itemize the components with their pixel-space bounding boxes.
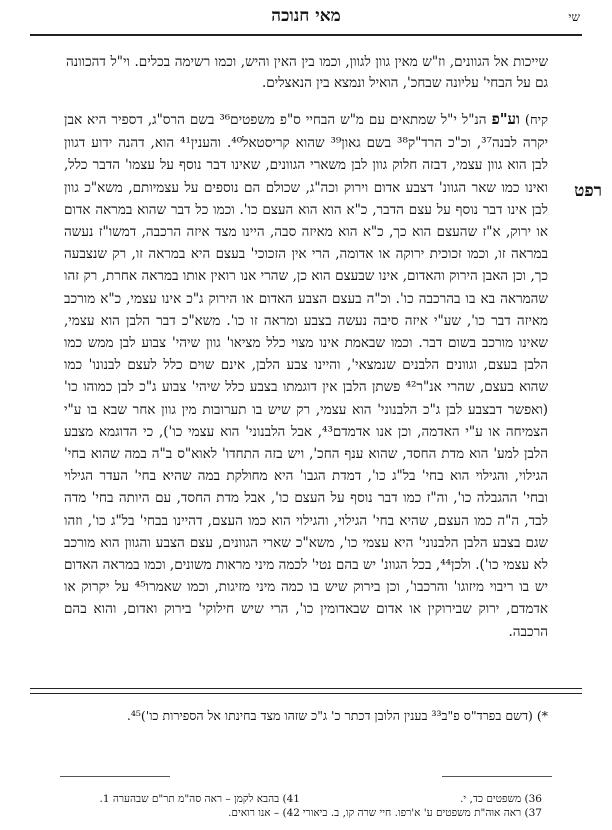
section-text: הנ"ל י"ל שמתאים עם מ"ש הבחיי ס"פ משפטים³⁶ בשם הרס"ג, דספיר היא אבן יקרה לבנה³⁷, וכ"כ הרד"ק³⁸ בשם גאון³⁹ שהוא קריסטאל⁴⁰. והענין⁴¹ הוא, דהנה ידוע דגוון לבן הוא גוון עצמי, דבזה חלוק גוון לבן משארי הגוונים, שאינו דבר נוסף על עצמו' הדבר כלל, ואינו כמו שאר הגוונ' דצבע אדום וירוק וכה"ג, שכולם הם נוספים על עצמיותם, משא"כ גוון לבן אינו דבר נוסף על עצם הדבר, כ"א הוא הוא העצם כו'. וכמו כל דבר שהוא במראה אדום או ירוק, א"ז שהעצם הוא כך, כ"א הוא מאיזה סבה, היינו מצד איזה הרכבה, דמשו"ז נעשה במראה זו, וכמו זכוכית ירוקה או אדומה, הרי אין הזכוכי' בעצם היא במראה זו, רק שנצבעה כך, וכן האבן הירוק והאדום, אינו שבעצם הוא כן, שהרי אנו רואין אותו במראה אחרת, רק זהו שהמראה בא בו בהרכבה כו'. וכ"ה בעצם הצבע האדום או הירוק ג"כ אינו עצמי, כ"א מורכב מאיזה דבר כו', שע"י איזה סיבה נעשה בצבע ומראה זו כו'. משא"כ דבר הלבן הוא עצמי, שאינו מורכב בשום דבר. וכמו שבאמת אינו מצוי כלל מציאו' גוון שיהי' צבוע לבן ממש כמו הלבן בעצם, וגוונים הלבנים שנמצאי', והיינו צבע הלבן, אינם שוים כלל לעצם לבנונו' כמו שהוא בעצם, שהרי אנ"ר⁴² פשתן הלבן אין דוגמתו בצבע כלל שיהי' צבוע ג"כ לבן כמוהו כו' (ואפשר דבצבע לבן ג"כ הלבנוני' הוא עצמי, רק שיש בו תערובות מין גוון אחר שבא בו ע"י הצמיחה או ע"י האדמה, וכן אנו אדמדם⁴³, אבל הלבנוני' הוא עצמי כו'), כי הדוגמא מצבע הלבן למע' הוא מדת החסד, שהוא ענף החכ', ויש בזה התחדו' לאוא"ס ב"ה במה שהוא בחי' הגילוי, והגילוי הוא בחי' בל"ג כו', דמדת הגבו' היא מחולקת במה שהיא בחי' העדר הגילוי ובחי' ההגבלה כו', וה"ז כמו דבר נוסף על העצם כו', אבל מדת החסד, עם היותה בחי' מדה לבד, ה"ה כמו העצם, שהיא בחי' הגילוי, והגילוי הוא כמו העצם, דהיינו בבחי' בל"ג כו', וזהו שגם בצבע הלבן הלבנוני' היא עצמי כו', משא"כ שארי הגוונים, עצם הצבע והגוון הוא מורכב לא עצמי כו'). ולכן⁴⁴, בכל הגוונ' יש בהם נטי' לכמה מיני מראות משונים, וכמו במראה האדום יש בו ריבוי מיזוגו' והרכבו', וכן בירוק שיש בו כמה מיני מזיגות, וכמו שאמרו⁴⁵ על יקרוק או אדמדם, ירוק שבירוקין או אדום שבאדומין כו', הרי שיש חילוקי' בירוק ואדום, והוא בהם הרכבה. [64,112,549,640]
footnotes-right [302,792,542,820]
body-end-rule-2 [30,693,582,694]
footnote: 36) משפטים כד, י. [460,793,542,805]
page-number: שי [568,10,580,24]
section-paragraph [64,108,548,643]
footnotes-left [60,792,300,820]
footnote: 42) – אנו רואים. [228,807,300,819]
section-label: קיח) [524,113,549,128]
footnote-separator-left [60,776,170,777]
body-end-rule-1 [30,688,582,689]
page-header [26,0,586,36]
page-title: מאי חנוכה [271,6,341,26]
footnote: 41) בהבא לקמן – ראה סה"מ תר"ם שבהערה 1. [99,793,300,805]
section-bold-lead: וע"פ [491,110,520,128]
header-rule [30,34,582,36]
footnote: 37) ראה אוה"ת משפטים ע' א'רפו. חיי שרה קו, ב. ביאורי [302,807,542,819]
margin-note: רפט [574,181,602,201]
intro-paragraph: שייכות אל הגוונים, וז"ש מאין גוון לגוון, וכמו בין האין והיש, וכמו רשימה בכלים. וי"ל דהכוונה גם על הבחי' עליונה שבחכ', הואיל ונמצא בין הנאצלים. [66,54,548,91]
footnote-separator-right [442,776,552,777]
main-section [64,108,548,643]
star-note: *) (דשם בפרד"ס פ"ב³³ בענין הלובן דכתר כ' ג"כ שזהו מצד בחינתו אל הספירות כו')⁴⁵. [126,708,548,723]
